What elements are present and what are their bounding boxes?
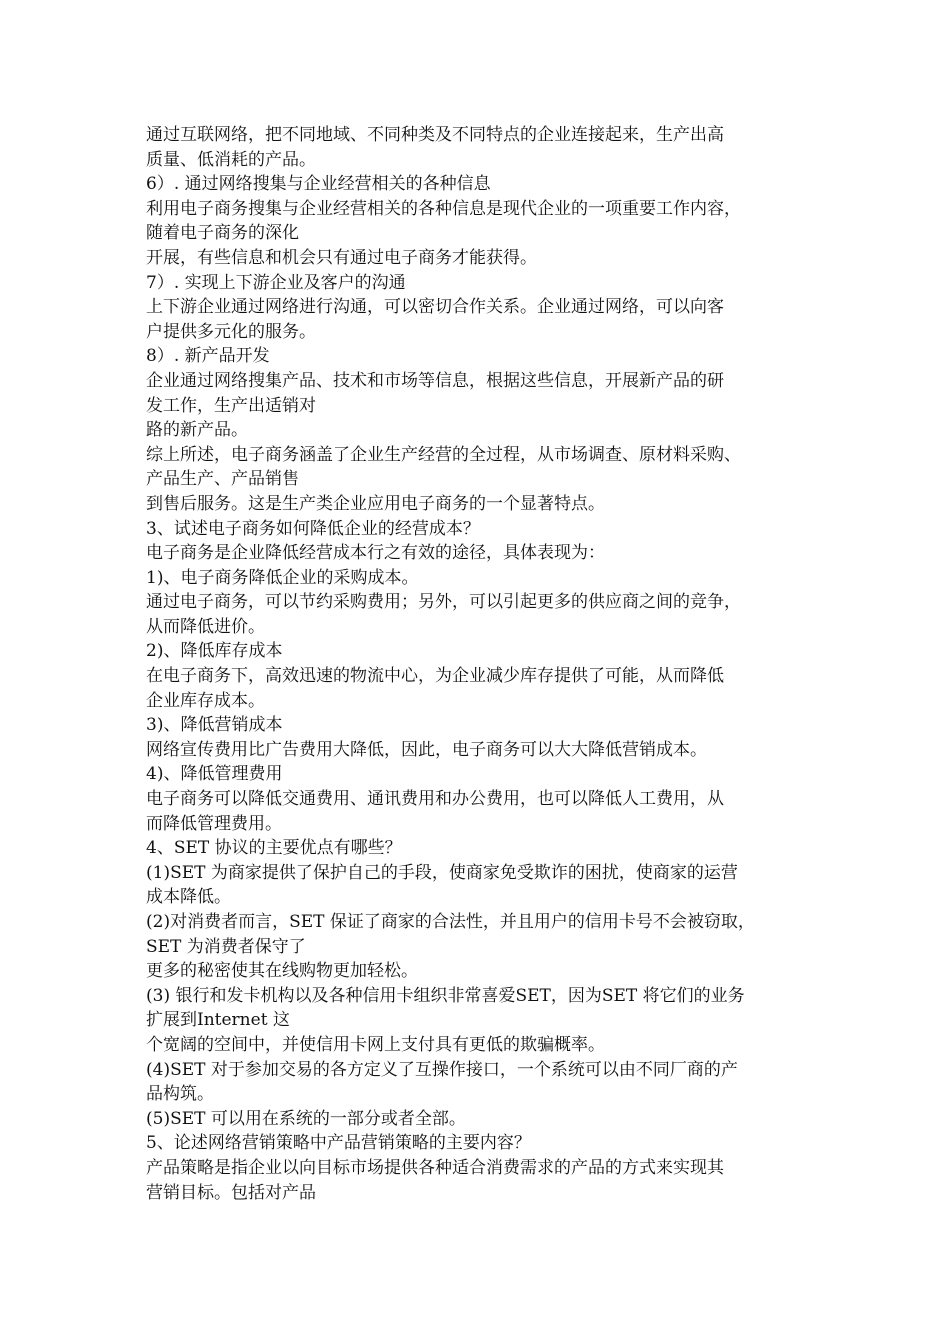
text-line: 3、试述电子商务如何降低企业的经营成本？ bbox=[146, 518, 480, 539]
text-line: 更多的秘密使其在线购物更加轻松。 bbox=[146, 961, 418, 982]
text-line: 产品策略是指企业以向目标市场提供各种适合消费需求的产品的方式来实现其 bbox=[146, 1157, 724, 1178]
text-line: 综上所述，电子商务涵盖了企业生产经营的全过程，从市场调查、原材料采购、 bbox=[146, 444, 741, 465]
text-line: 上下游企业通过网络进行沟通，可以密切合作关系。企业通过网络，可以向客 bbox=[146, 297, 724, 318]
text-line: 8）. 新产品开发 bbox=[146, 346, 270, 367]
text-line: 通过互联网络，把不同地域、不同种类及不同特点的企业连接起来，生产出高 bbox=[146, 125, 724, 145]
text-line: 电子商务是企业降低经营成本行之有效的途径，具体表现为： bbox=[146, 543, 605, 564]
text-line: 产品生产、产品销售 bbox=[146, 469, 299, 490]
text-line: 随着电子商务的深化 bbox=[146, 223, 299, 244]
text-line: 从而降低进价。 bbox=[146, 616, 265, 637]
text-line: 路的新产品。 bbox=[146, 420, 248, 441]
text-line: (3) 银行和发卡机构以及各种信用卡组织非常喜爱SET，因为SET 将它们的业务 bbox=[146, 985, 745, 1006]
text-line: 企业通过网络搜集产品、技术和市场等信息，根据这些信息，开展新产品的研 bbox=[146, 370, 724, 391]
text-line: 1)、电子商务降低企业的采购成本。 bbox=[146, 567, 419, 588]
text-line: 户提供多元化的服务。 bbox=[146, 321, 316, 342]
text-line: 3)、降低营销成本 bbox=[146, 715, 283, 736]
text-line: 网络宣传费用比广告费用大降低，因此，电子商务可以大大降低营销成本。 bbox=[146, 739, 707, 760]
text-line: 开展，有些信息和机会只有通过电子商务才能获得。 bbox=[146, 247, 537, 268]
text-line: 4)、降低管理费用 bbox=[146, 764, 283, 785]
text-line: 企业库存成本。 bbox=[146, 690, 265, 711]
text-line: 而降低管理费用。 bbox=[146, 813, 282, 834]
text-line: 个宽阔的空间中，并使信用卡网上支付具有更低的欺骗概率。 bbox=[146, 1034, 605, 1055]
text-line: 利用电子商务搜集与企业经营相关的各种信息是现代企业的一项重要工作内容， bbox=[146, 198, 741, 219]
text-line: 2)、降低库存成本 bbox=[146, 641, 283, 662]
text-line: 发工作，生产出适销对 bbox=[146, 395, 316, 416]
text-line: 7）. 实现上下游企业及客户的沟通 bbox=[146, 272, 406, 293]
text-line: (2)对消费者而言，SET 保证了商家的合法性，并且用户的信用卡号不会被窃取， bbox=[146, 912, 755, 932]
text-line: 品构筑。 bbox=[146, 1084, 214, 1105]
text-line: 4、SET 协议的主要优点有哪些？ bbox=[146, 838, 402, 859]
text-line: 在电子商务下，高效迅速的物流中心，为企业减少库存提供了可能，从而降低 bbox=[146, 666, 724, 687]
text-line: 扩展到Internet 这 bbox=[146, 1010, 290, 1031]
text-line: 通过电子商务，可以节约采购费用；另外，可以引起更多的供应商之间的竞争， bbox=[146, 592, 741, 613]
text-line: 电子商务可以降低交通费用、通讯费用和办公费用，也可以降低人工费用，从 bbox=[146, 789, 724, 810]
text-line: 营销目标。包括对产品 bbox=[146, 1182, 316, 1203]
text-line: 6）. 通过网络搜集与企业经营相关的各种信息 bbox=[146, 174, 491, 195]
text-line: (1)SET 为商家提供了保护自己的手段，使商家免受欺诈的困扰，使商家的运营 bbox=[146, 862, 738, 883]
text-line: 质量、低消耗的产品。 bbox=[146, 149, 316, 170]
text-line: 成本降低。 bbox=[146, 887, 231, 908]
text-line: SET 为消费者保守了 bbox=[146, 936, 306, 957]
text-line: 5、论述网络营销策略中产品营销策略的主要内容？ bbox=[146, 1133, 531, 1154]
text-line: 到售后服务。这是生产类企业应用电子商务的一个显著特点。 bbox=[146, 493, 605, 514]
text-line: (5)SET 可以用在系统的一部分或者全部。 bbox=[146, 1108, 466, 1129]
document-page bbox=[146, 123, 826, 1205]
text-line: (4)SET 对于参加交易的各方定义了互操作接口，一个系统可以由不同厂商的产 bbox=[146, 1059, 738, 1080]
